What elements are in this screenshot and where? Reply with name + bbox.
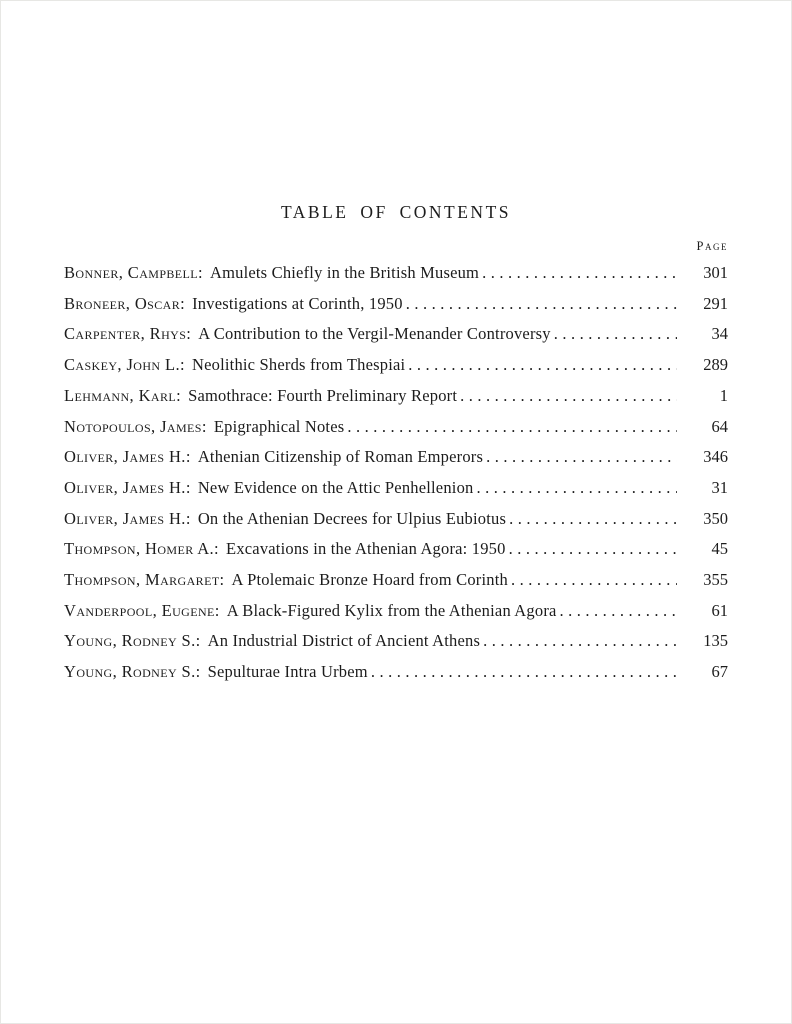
entry-page-number: 350 (703, 508, 728, 528)
dot-leader (476, 473, 677, 504)
entry-author: Oliver, James H.: (64, 477, 191, 497)
entry-author: Young, Rodney S.: (64, 631, 201, 651)
toc-entries (64, 258, 728, 688)
toc-entry (64, 626, 728, 657)
toc-content (1, 1, 791, 688)
toc-entry (64, 381, 728, 412)
toc-entry (64, 534, 728, 565)
dot-leader (486, 442, 677, 473)
entry-page-number: 64 (711, 416, 728, 436)
toc-entry (64, 258, 728, 289)
entry-title: An Industrial District of Ancient Athens (207, 631, 481, 651)
toc-entry (64, 412, 728, 443)
entry-title: A Contribution to the Vergil-Menander Controversy (198, 324, 551, 344)
entry-author: Notopoulos, James: (64, 416, 207, 436)
entry-page-number: 31 (711, 477, 728, 497)
toc-entry (64, 657, 728, 688)
entry-title: A Ptolemaic Bronze Hoard from Corinth (231, 570, 508, 590)
entry-title: Sepulturae Intra Urbem (207, 662, 368, 682)
dot-leader (509, 534, 677, 565)
toc-entry (64, 442, 728, 473)
dot-leader (509, 504, 677, 535)
page-title: TABLE OF CONTENTS (281, 202, 511, 222)
dot-leader (483, 626, 677, 657)
toc-entry (64, 473, 728, 504)
entry-page-number: 61 (711, 600, 728, 620)
entry-page-number: 289 (703, 355, 728, 375)
toc-entry (64, 350, 728, 381)
dot-leader (406, 289, 677, 320)
entry-page-number: 34 (711, 324, 728, 344)
toc-entry (64, 289, 728, 320)
entry-page-number: 355 (703, 570, 728, 590)
entry-page-number: 135 (703, 631, 728, 651)
entry-title: A Black-Figured Kylix from the Athenian Agora (226, 600, 557, 620)
toc-entry (64, 596, 728, 627)
entry-author: Thompson, Margaret: (64, 570, 225, 590)
entry-title: Samothrace: Fourth Preliminary Report (188, 385, 458, 405)
dot-leader (371, 657, 677, 688)
dot-leader (482, 258, 677, 289)
entry-author: Bonner, Campbell: (64, 263, 203, 282)
dot-leader (408, 350, 677, 381)
entry-title: Investigations at Corinth, 1950 (192, 293, 403, 313)
entry-author: Thompson, Homer A.: (64, 539, 220, 559)
dot-leader (554, 319, 677, 350)
toc-entry (64, 565, 728, 596)
entry-author: Lehmann, Karl: (64, 385, 182, 405)
entry-page-number: 301 (703, 263, 728, 282)
entry-title: Epigraphical Notes (213, 416, 345, 436)
page-column-label: Page (696, 239, 728, 253)
entry-author: Caskey, John L.: (64, 355, 185, 375)
dot-leader (560, 596, 677, 627)
entry-page-number: 346 (703, 447, 728, 467)
dot-leader (460, 381, 677, 412)
entry-page-number: 1 (719, 385, 728, 405)
entry-title: Amulets Chiefly in the British Museum (209, 263, 480, 282)
entry-title: Neolithic Sherds from Thespiai (192, 355, 406, 375)
entry-page-number: 67 (711, 662, 728, 682)
entry-page-number: 45 (711, 539, 728, 559)
entry-author: Young, Rodney S.: (64, 662, 201, 682)
entry-author: Oliver, James H.: (64, 508, 191, 528)
entry-page-number: 291 (703, 293, 728, 313)
toc-entry (64, 319, 728, 350)
entry-title: On the Athenian Decrees for Ulpius Eubiotus (197, 508, 507, 528)
entry-title: Athenian Citizenship of Roman Emperors (197, 447, 484, 467)
entry-author: Broneer, Oscar: (64, 293, 186, 313)
dot-leader (511, 565, 677, 596)
entry-title: Excavations in the Athenian Agora: 1950 (226, 539, 506, 559)
entry-author: Carpenter, Rhys: (64, 324, 192, 344)
entry-author: Vanderpool, Eugene: (64, 600, 220, 620)
entry-author: Oliver, James H.: (64, 447, 191, 467)
dot-leader (347, 412, 677, 443)
toc-entry (64, 504, 728, 535)
entry-title: New Evidence on the Attic Penhellenion (197, 477, 474, 497)
